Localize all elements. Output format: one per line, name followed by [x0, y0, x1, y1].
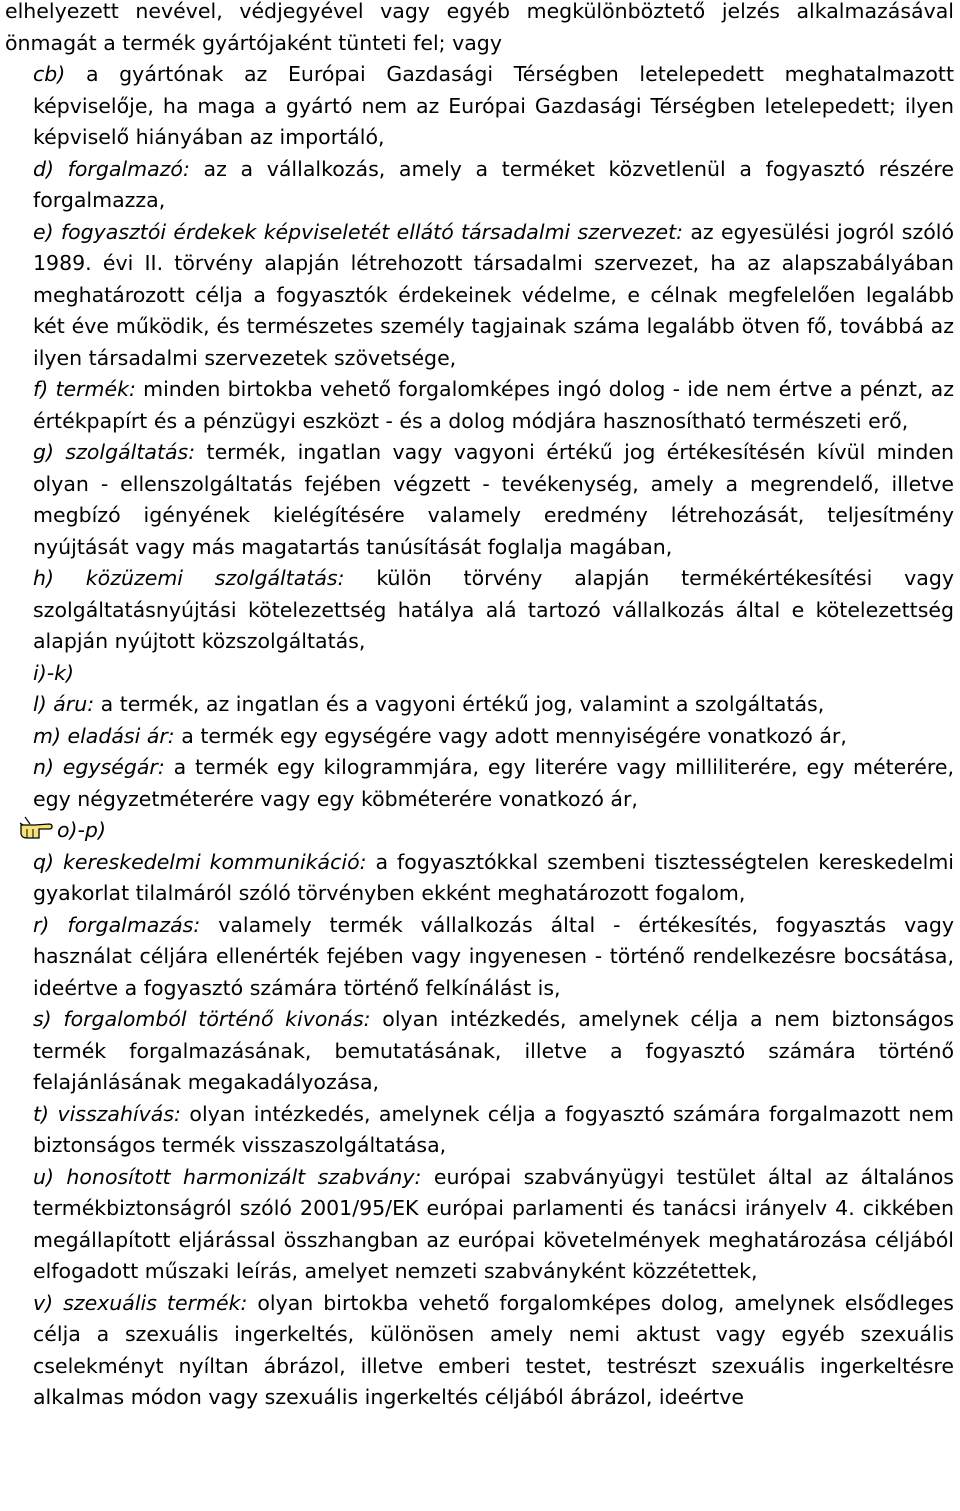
paragraph-s: [5, 1004, 954, 1099]
definition-text: a fogyasztókkal szembeni tisztességtelen kereskedelmi gyakorlat tilalmáról szóló törvényben ekként meghatározott fogalom,: [33, 849, 954, 905]
definition-text: olyan intézkedés, amelynek célja a nem biztonságos termék forgalmazásának, bemutatásának, illetve a fogyasztó számára történő felajánlásának megakadályozása,: [33, 1007, 954, 1094]
definition-term: m) eladási ár:: [33, 723, 175, 748]
definition-text: termék, ingatlan vagy vagyoni értékű jog értékesítésén kívül minden olyan - ellenszolgáltatás fejében végzett - tevékenység, amely a megrendelő, illetve megbízó igényének kielégítésére valamely eredmény létrehozását, teljesítmény nyújtását vagy más magatartás tanúsítását foglalja magában,: [33, 440, 954, 559]
paragraph-d: [5, 154, 954, 217]
definition-text: valamely termék vállalkozás által - értékesítés, fogyasztás vagy használat céljára ellenérték fejében vagy ingyenesen - történő rendelkezésre bocsátása, ideértve a fogyasztó számára történő felkínálást is,: [33, 912, 954, 1000]
definition-term: t) visszahívás:: [33, 1101, 181, 1126]
paragraph-intro: [5, 0, 954, 59]
definition-term: f) termék:: [33, 377, 136, 401]
pointing-hand-icon: [19, 816, 53, 840]
definition-text: az egyesülési jogról szóló 1989. évi II. törvény alapján létrehozott társadalmi szervezet, ha az alapszabályában meghatározott célja a fogyasztók érdekeinek védelme, e célnak megfelelően legalább két éve működik, és természetes személy tagjainak száma legalább ötven fő, továbbá az ilyen társadalmi szervezetek szövetsége,: [33, 219, 954, 370]
paragraph-l: [5, 689, 954, 721]
definition-term: h) közüzemi szolgáltatás:: [33, 566, 345, 590]
definition-term: q) kereskedelmi kommunikáció:: [33, 849, 367, 874]
paragraph-r: [5, 910, 954, 1005]
definition-text: külön törvény alapján termékértékesítési vagy szolgáltatásnyújtási kötelezettség hatálya alá tartozó vállalkozás által e kötelezettség alapján nyújtott közszolgáltatás,: [33, 566, 954, 653]
definition-term: e) fogyasztói érdekek képviseletét ellátó társadalmi szervezet:: [33, 219, 684, 244]
definition-term: l) áru:: [33, 692, 95, 716]
paragraph-t: [5, 1099, 954, 1162]
definition-text: a termék egy egységére vagy adott mennyiségére vonatkozó ár,: [181, 723, 847, 748]
paragraph-label: cb): [33, 62, 66, 86]
paragraph-n: [5, 752, 954, 815]
definition-term: d) forgalmazó:: [33, 156, 190, 181]
paragraph-e: [5, 217, 954, 375]
definition-text: minden birtokba vehető forgalomképes ingó dolog - ide nem értve a pénzt, az értékpapírt és a pénzügyi eszközt - és a dolog módjára hasznosítható természeti erő,: [33, 377, 954, 433]
paragraph-m: [5, 721, 954, 753]
paragraph-g: [5, 437, 954, 563]
definition-term: i)-k): [33, 660, 74, 685]
definition-text: olyan intézkedés, amelynek célja a fogyasztó számára forgalmazott nem biztonságos termék visszaszolgáltatása,: [33, 1101, 954, 1157]
definition-text: az a vállalkozás, amely a terméket közvetlenül a fogyasztó részére forgalmazza,: [33, 156, 954, 212]
paragraph-ik: [5, 658, 954, 690]
definition-text: a termék, az ingatlan és a vagyoni értékű jog, valamint a szolgáltatás,: [100, 692, 825, 716]
paragraph-h: [5, 563, 954, 658]
definition-term: s) forgalomból történő kivonás:: [33, 1007, 371, 1031]
paragraph-v: [5, 1288, 954, 1414]
definition-term: u) honosított harmonizált szabvány:: [33, 1164, 422, 1189]
definition-term: n) egységár:: [33, 755, 165, 779]
paragraph-text: elhelyezett nevével, védjegyével vagy egyéb megkülönböztető jelzés alkalmazásával önmagát a termék gyártójaként tünteti fel; vagy: [5, 0, 954, 55]
paragraph-q: [5, 847, 954, 910]
paragraph-f: [5, 374, 954, 437]
definition-term: v) szexuális termék:: [33, 1290, 248, 1315]
definition-text: európai szabványügyi testület által az általános termékbiztonságról szóló 2001/95/EK európai parlamenti és tanácsi irányelv 4. cikkében megállapított eljárással összhangban az európai követelmények meghatározása céljából elfogadott műszaki leírás, amelyet nemzeti szabványként közzétettek,: [33, 1164, 954, 1283]
paragraph-op: [5, 815, 954, 847]
definition-term: r) forgalmazás:: [33, 912, 201, 937]
definition-term: o)-p): [57, 818, 106, 842]
definition-text: a termék egy kilogrammjára, egy literére vagy milliliterére, egy méterére, egy négyzetméterére vagy egy köbméterére vonatkozó ár,: [33, 755, 954, 811]
definition-term: g) szolgáltatás:: [33, 440, 196, 464]
paragraph-text: a gyártónak az Európai Gazdasági Térségben letelepedett meghatalmazott képviselője, ha maga a gyártó nem az Európai Gazdasági Térségben letelepedett; ilyen képviselő hiányában az importáló,: [33, 62, 954, 149]
paragraph-u: [5, 1162, 954, 1288]
definition-text: olyan birtokba vehető forgalomképes dolog, amelynek elsődleges célja a szexuális ingerkeltés, különösen amely nemi aktust vagy egyéb szexuális cselekményt nyíltan ábrázol, illetve emberi testet, testrészt szexuális ingerkeltésre alkalmas módon vagy szexuális ingerkeltés céljából ábrázol, ideértve: [33, 1290, 954, 1409]
paragraph-cb: [5, 59, 954, 154]
